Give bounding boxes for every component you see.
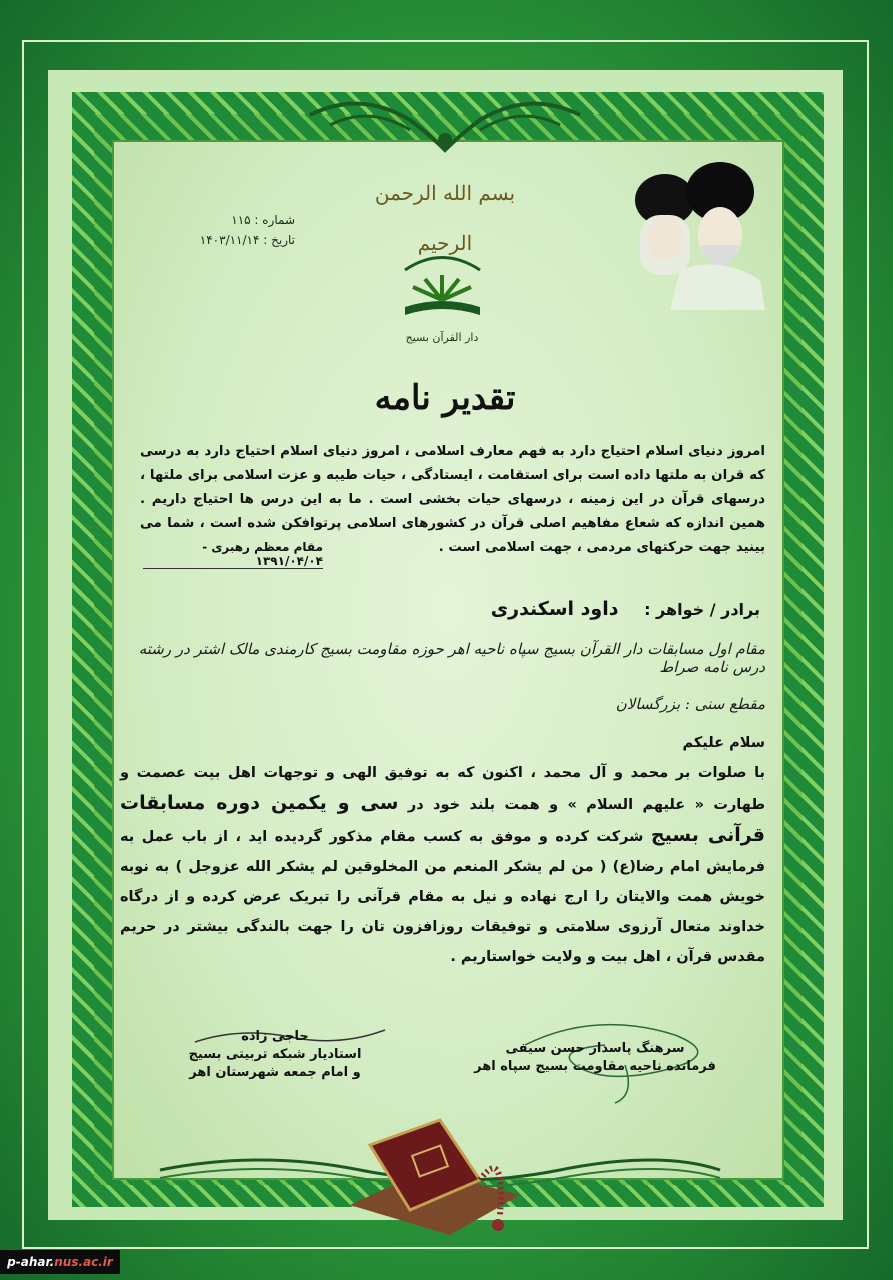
- top-ornament: [300, 95, 590, 157]
- signer-right: [470, 1040, 720, 1076]
- certificate-date: تاریخ : ۱۴۰۳/۱۱/۱۴: [199, 233, 295, 247]
- quran-book-illustration: [330, 1085, 540, 1245]
- achievement-handwritten: مقام اول مسابقات دار القرآن بسیج سپاه ناحیه اهر حوزه مقاومت بسیج کارمندی مالک اشتر در رشته درس نامه صراط: [138, 640, 765, 676]
- signer-left-title-2: و امام جمعه شهرستان اهر: [189, 1065, 361, 1080]
- signer-right-name: سرهنگ پاسدار حسن سیفی: [505, 1041, 685, 1056]
- certificate-title: تقدیر نامه: [374, 378, 516, 418]
- dar-al-quran-logo: [395, 245, 490, 355]
- age-group-handwritten: مقطع سنی : بزرگسالان: [615, 695, 765, 713]
- watermark-prefix: p-ahar.: [7, 1255, 55, 1269]
- recipient-line: [380, 598, 760, 620]
- body-part-2: شرکت کرده و موفق به کسب مقام مذکور گردیده اید ، از باب عمل به فرمایش امام رضا(ع) ( من لم یشکر المنعم من المخلوقین لم یشکر الله عزوجل ) به نوبه خویش همت والایتان را ارج نهاده و نیل به مقام قرآنی را تبریک عرض کرده و از درگاه خداوند متعال آرزوی سلامتی و توفیقات روزافزون تان را جهت بالندگی بیشتر در حریم مقدس قرآن ، اهل بیت و ولایت خواستاریم .: [120, 829, 765, 965]
- signer-left-name: حاجی زاده: [241, 1029, 309, 1044]
- leader-quote: امروز دنیای اسلام احتیاج دارد به فهم معارف اسلامی ، امروز دنیای اسلام احتیاج دارد به درسی که قران به ملتها داده است برای استقامت ، ایستادگی ، حیات طیبه و عزت اسلامی برای ملتها ، درسهای قرآن در این زمینه ، درسهای حیات بخشی است . ما به این درس ها احتیاج داریم . همین اندازه که شعاع مفاهیم اصلی قرآن در کشورهای اسلامی پرتوافکن شده است ، شما می بینید جهت حرکتهای مردمی ، جهت اسلامی است .: [140, 444, 765, 555]
- logo-text: دار القرآن بسیج: [405, 331, 479, 344]
- recipient-prefix: برادر / خواهر :: [644, 600, 760, 619]
- recipient-name: داود اسکندری: [490, 598, 619, 620]
- greeting: سلام علیکم: [682, 735, 765, 751]
- signer-left-title-1: استادیار شبکه تربیتی بسیج: [188, 1047, 362, 1062]
- site-watermark: [0, 1250, 120, 1274]
- certificate-meta: [165, 210, 295, 250]
- certificate-number: شماره : ۱۱۵: [231, 213, 295, 227]
- signer-right-title: فرمانده ناحیه مقاومت بسیج سپاه اهر: [474, 1059, 716, 1074]
- signer-left: [150, 1028, 400, 1082]
- certificate-body: [120, 728, 765, 972]
- quote-source: مقام معظم رهبری - ۱۳۹۱/۰۴/۰۴: [143, 540, 323, 569]
- watermark-domain: nus.ac.ir: [54, 1255, 113, 1269]
- body-part-1: با صلوات بر محمد و آل محمد ، اکنون که به توفیق الهی و توجهات اهل بیت عصمت و طهارت « علیهم السلام » و همت بلند خود در: [120, 765, 765, 813]
- basmala-calligraphy: بسم الله الرحمن الرحیم: [374, 181, 516, 255]
- leaders-portrait: [610, 160, 775, 310]
- body-emphasis: سی و یکمین دوره مسابقات قرآنی بسیج: [120, 792, 765, 846]
